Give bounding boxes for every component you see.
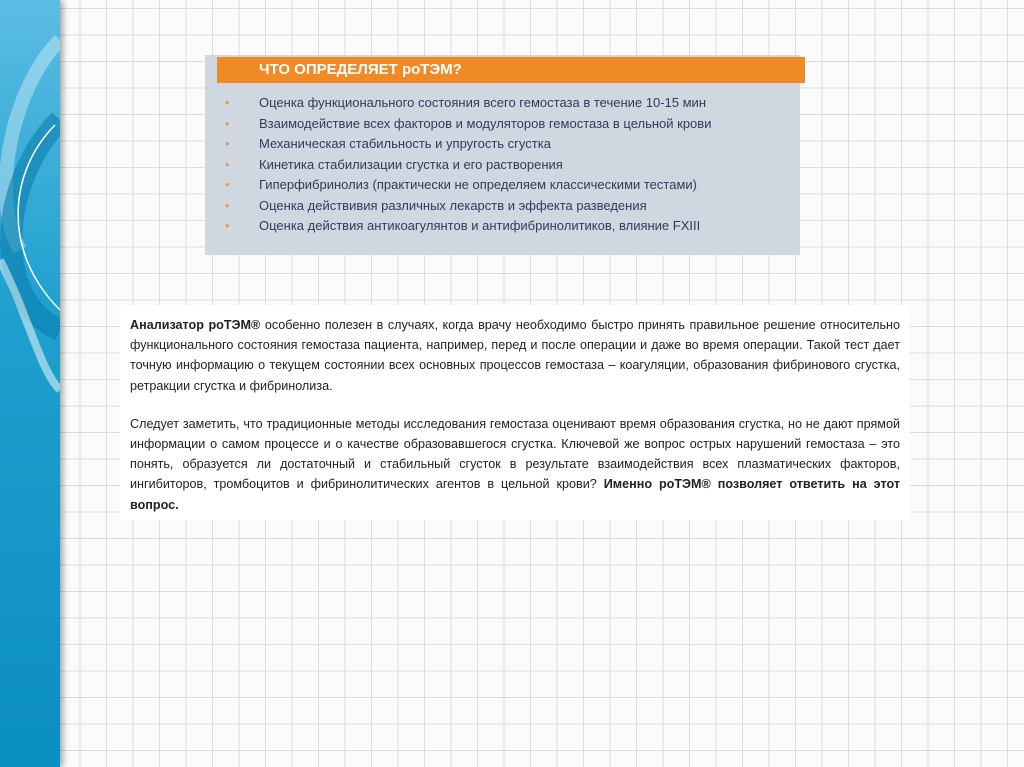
item-text: Оценка действия антикоагулянтов и антифибринолитиков, влияние FXIII bbox=[259, 218, 701, 233]
item-text: Оценка действивия различных лекарств и эффекта разведения bbox=[259, 197, 647, 213]
paragraph-text: Следует заметить, что традиционные методы исследования гемостаза оценивают время образования сгустка, но не дают прямой информации о самом процессе и о качестве образовавшегося сгустка. Ключевой же вопрос острых нарушений гемостаза – это понять, образуется ли достаточный и стабильный сгусток в результате взаимодействия всех плазматических факторов, ингибиторов, тромбоцитов и фибринолитических агентов в цельной крови? bbox=[130, 416, 900, 492]
box-title: ЧТО ОПРЕДЕЛЯЕТ роТЭМ? bbox=[217, 57, 805, 83]
list-item bbox=[205, 216, 711, 237]
paragraph-text: особенно полезен в случаях, когда врачу необходимо быстро принять правильное решение относительно функционального состояния гемостаза пациента, например, перед и после операции и даже во время операции. Такой тест дает точную информацию о текущем состоянии всех основных процессов гемостаза – коагуляции, образования фибринового сгустка, ретракции сгустка и фибринолиза. bbox=[130, 318, 900, 393]
item-text: Гиперфибринолиз (практически не определяем классическими тестами) bbox=[259, 177, 697, 192]
description-text-block bbox=[120, 305, 910, 520]
list-item bbox=[205, 155, 711, 176]
wave-decoration bbox=[0, 0, 60, 767]
bullet-icon: • bbox=[225, 115, 230, 131]
bold-conclusion: Именно роТЭМ® позволяет ответить на этот вопрос. bbox=[130, 477, 900, 512]
list-item bbox=[205, 114, 711, 135]
item-text: Оценка функционального состояния всего гемостаза в течение 10-15 мин bbox=[259, 95, 706, 110]
bullet-icon: • bbox=[225, 218, 230, 233]
item-text: Кинетика стабилизации сгустка и его растворения bbox=[259, 156, 563, 172]
list-item bbox=[205, 175, 711, 196]
features-list bbox=[205, 93, 711, 237]
paragraph-2 bbox=[130, 414, 900, 515]
rotem-features-box bbox=[205, 55, 800, 255]
list-item bbox=[205, 196, 711, 217]
list-item bbox=[205, 134, 711, 155]
bullet-icon: • bbox=[225, 197, 230, 213]
bullet-icon: • bbox=[225, 177, 230, 192]
item-text: Взаимодействие всех факторов и модуляторов гемостаза в цельной крови bbox=[259, 115, 712, 131]
bullet-icon: • bbox=[225, 136, 230, 151]
list-item bbox=[205, 93, 711, 114]
decorative-side-strip bbox=[0, 0, 60, 767]
bullet-icon: • bbox=[225, 156, 230, 172]
bold-lead: Анализатор роТЭМ® bbox=[130, 318, 261, 332]
item-text: Механическая стабильность и упругость сгустка bbox=[259, 136, 551, 151]
paragraph-1 bbox=[130, 315, 900, 396]
bullet-icon: • bbox=[225, 95, 230, 110]
